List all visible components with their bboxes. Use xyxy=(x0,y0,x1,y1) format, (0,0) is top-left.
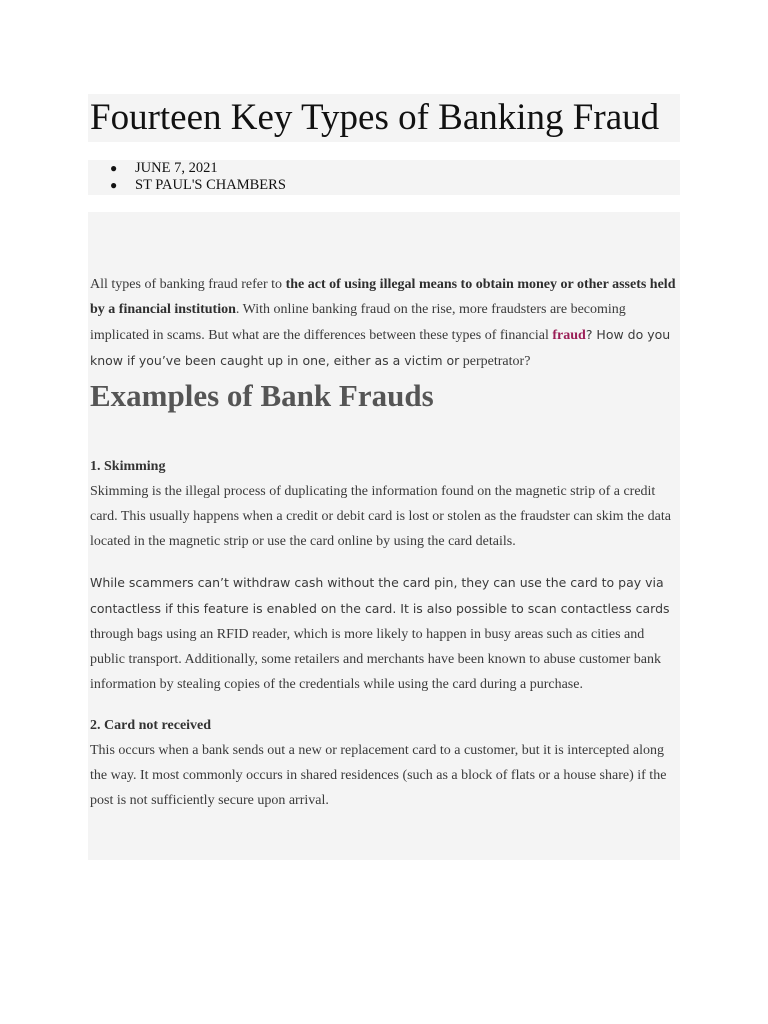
section-heading-skimming: 1. Skimming xyxy=(90,459,166,474)
section-heading-card-not-received: 2. Card not received xyxy=(90,718,212,733)
skimming-paragraph-2 xyxy=(90,570,680,697)
article-title: Fourteen Key Types of Banking Fraud xyxy=(90,97,660,138)
intro-text-3: ? How do you know if you’ve been caught up in one, either as a victim or xyxy=(90,327,671,368)
meta-date-text: JUNE 7, 2021 xyxy=(135,160,218,176)
skimming-paragraph-2-sans: While scammers can’t withdraw cash without the card pin, they can use the card to pay via contactless if this feature is enabled on the card. It is also possible to scan contactless cards xyxy=(90,575,670,616)
intro-text-4: perpetrator? xyxy=(459,354,531,369)
meta-block xyxy=(88,160,680,195)
meta-date xyxy=(110,160,286,177)
intro-bold: the act of using illegal means to obtain money or other assets held by a financial institution xyxy=(90,277,676,317)
title-block xyxy=(88,94,680,142)
article-body xyxy=(90,272,680,813)
bullet-icon: ● xyxy=(110,161,118,175)
examples-heading: Examples of Bank Frauds xyxy=(90,378,434,413)
intro-text-2: . With online banking fraud on the rise, more fraudsters are becoming implicated in scams. But what are the differences between these types of financial xyxy=(90,302,626,343)
intro-text-1: All types of banking fraud refer to xyxy=(90,277,286,292)
meta-author-text: ST PAUL'S CHAMBERS xyxy=(135,177,286,193)
card-not-received-paragraph: This occurs when a bank sends out a new or replacement card to a customer, but it is intercepted along the way. It most commonly occurs in shared residences (such as a block of flats or a house share) if the post is not sufficiently secure upon arrival. xyxy=(90,743,667,808)
meta-author xyxy=(110,177,286,194)
skimming-paragraph-2-rest: through bags using an RFID reader, which is more likely to happen in busy areas such as cities and public transport. Additionally, some retailers and merchants have been known to abuse customer bank information by stealing copies of the credentials while using the card during a purchase. xyxy=(90,627,661,692)
fraud-link[interactable]: fraud xyxy=(552,328,586,343)
intro-paragraph xyxy=(90,272,680,374)
skimming-paragraph-1: Skimming is the illegal process of duplicating the information found on the magnetic strip of a credit card. This usually happens when a credit or debit card is lost or stolen as the fraudster can skim the data located in the magnetic strip or use the card online by using the card details. xyxy=(90,484,671,549)
bullet-icon: ● xyxy=(110,178,118,192)
meta-list xyxy=(110,160,286,194)
content-block xyxy=(88,212,680,860)
